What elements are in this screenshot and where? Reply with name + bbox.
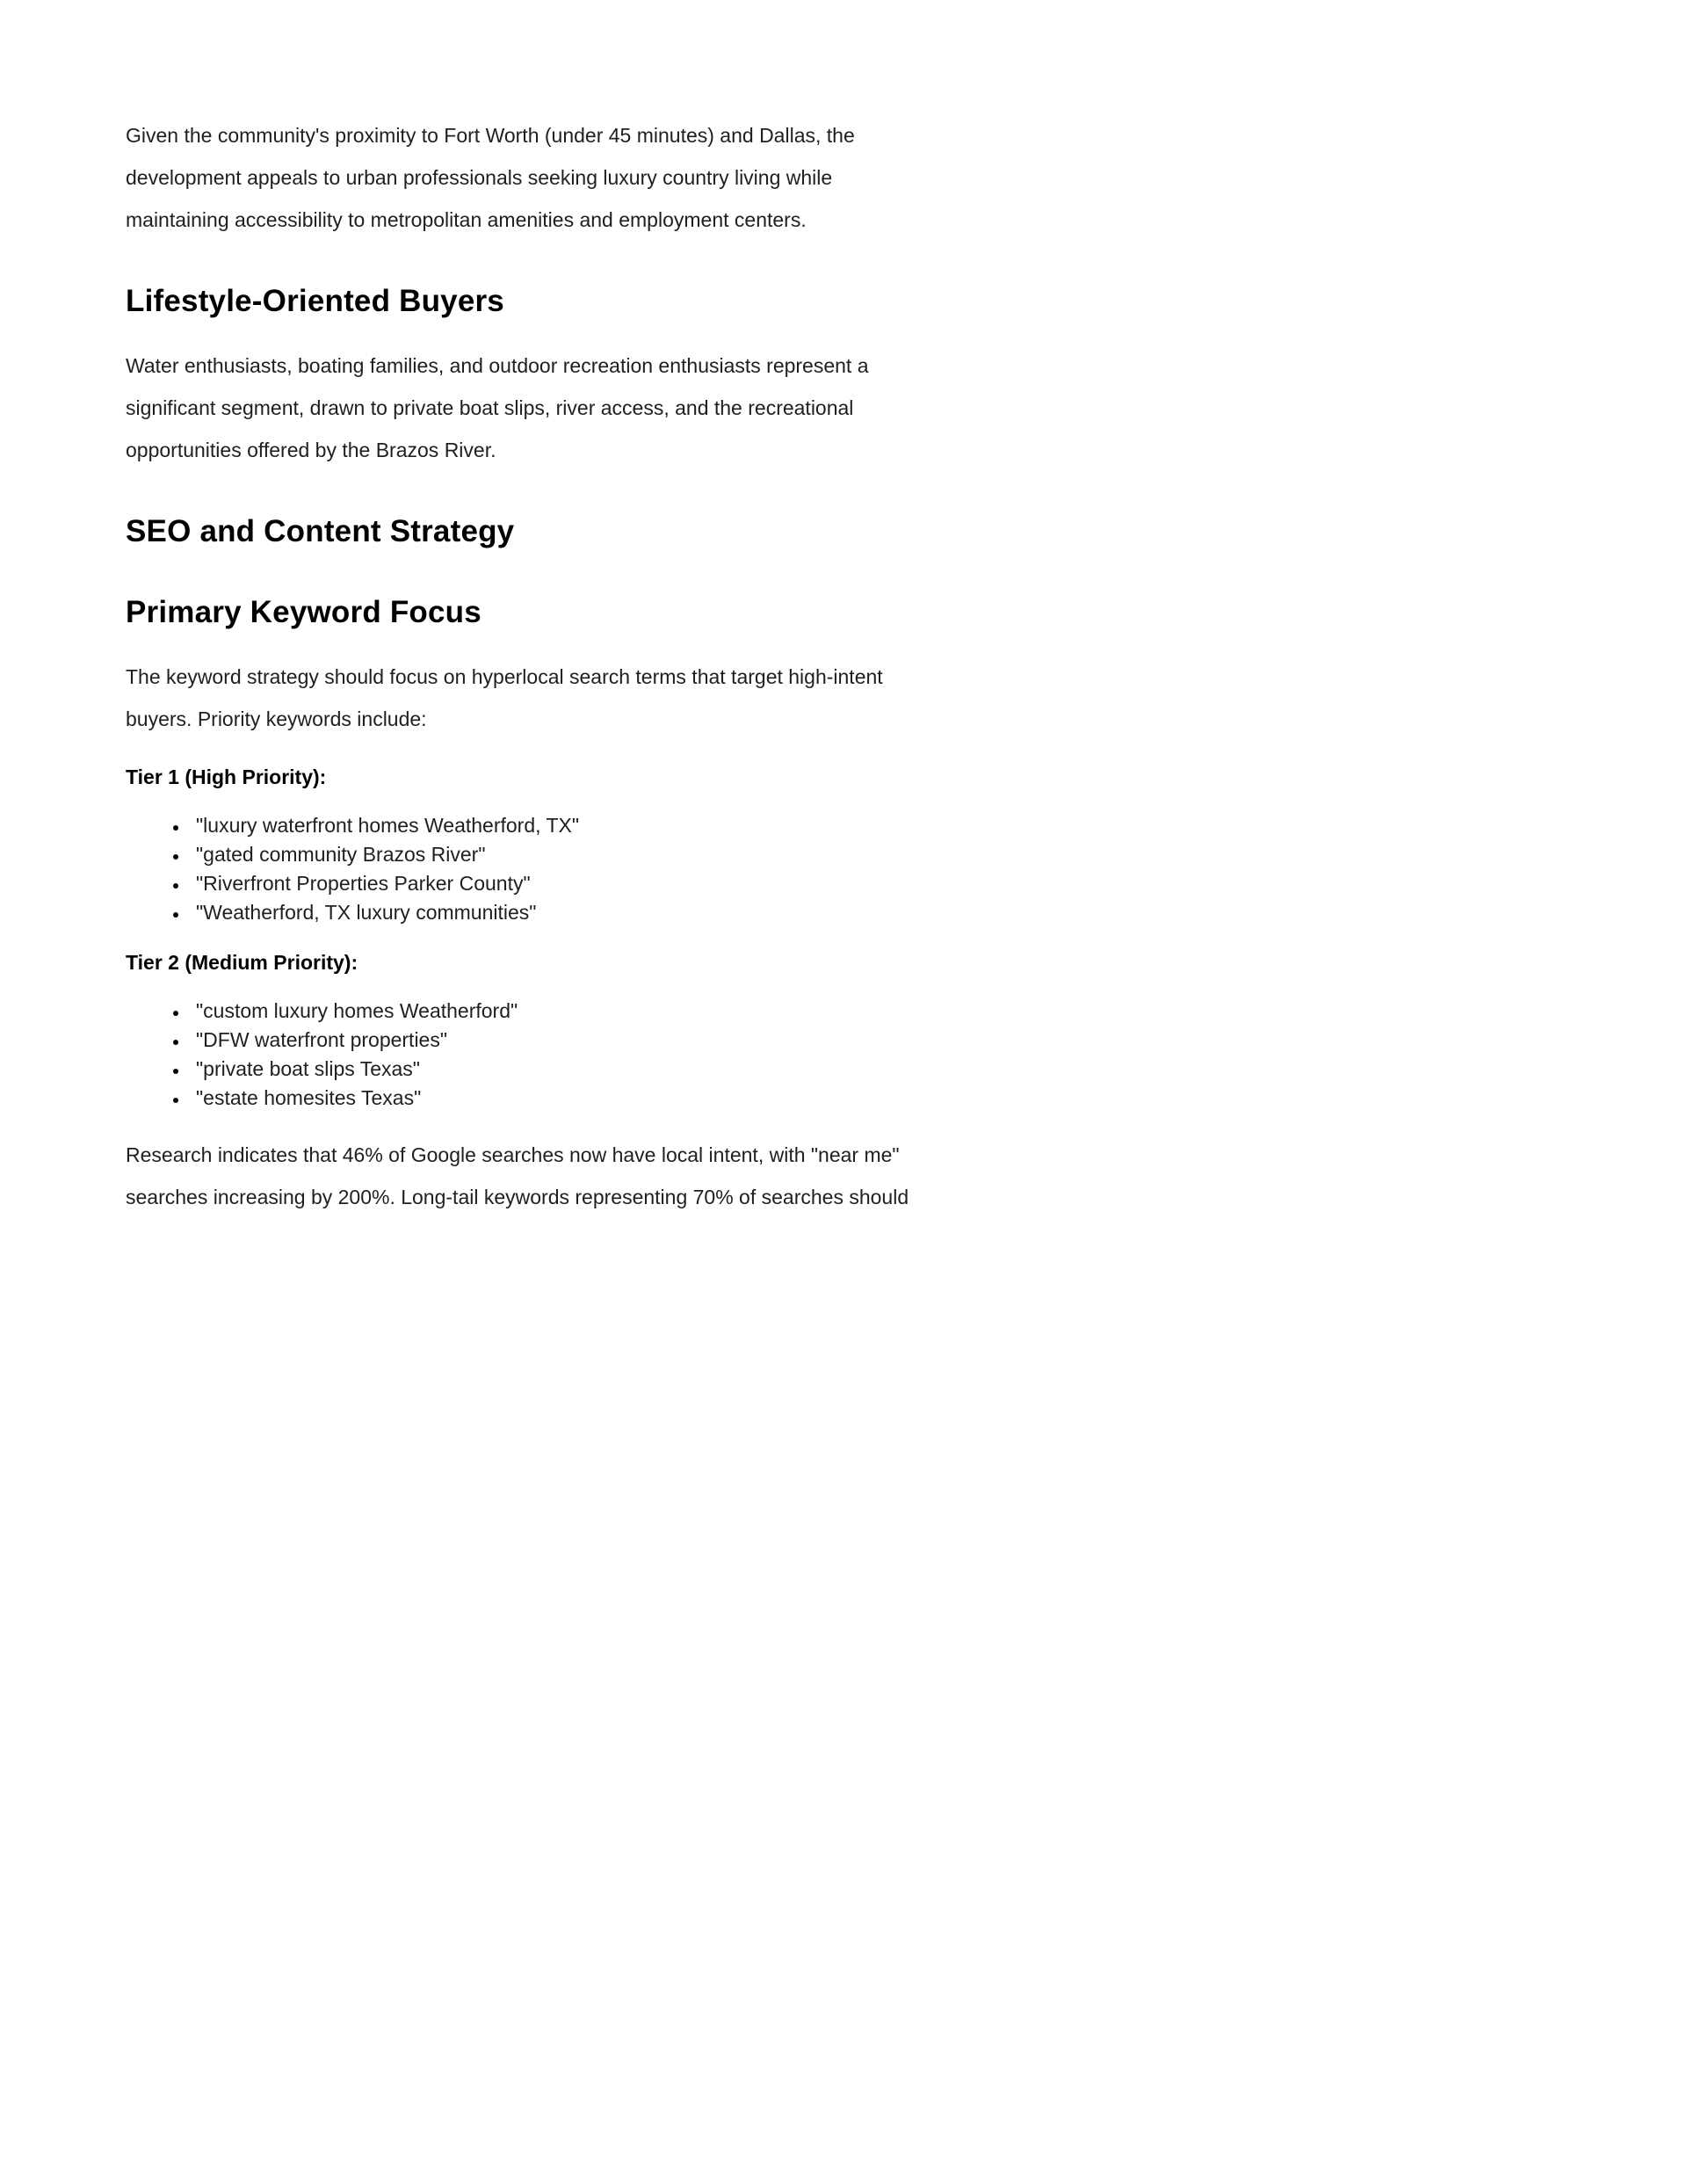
- list-item: • "Weatherford, TX luxury communities": [189, 898, 936, 927]
- intro-paragraph: Given the community's proximity to Fort Worth (under 45 minutes) and Dallas, the development appeals to urban professionals seeking luxury country living while maintaining accessibility to metropolitan amenities and employment centers.: [126, 124, 855, 231]
- heading-lifestyle-oriented-buyers: Lifestyle-Oriented Buyers: [126, 284, 504, 318]
- heading-seo-content-strategy: SEO and Content Strategy: [126, 514, 515, 548]
- research-paragraph: Research indicates that 46% of Google searches now have local intent, with "near me" searches increasing by 200%. Long-tail keywords representing 70% of searches should: [126, 1143, 909, 1208]
- list-item: • "estate homesites Texas": [189, 1084, 936, 1113]
- keyword-strategy-paragraph: The keyword strategy should focus on hyperlocal search terms that target high-intent buyers. Priority keywords include:: [126, 665, 883, 730]
- list-item: • "luxury waterfront homes Weatherford, TX": [189, 811, 936, 840]
- document-content: [126, 114, 936, 1218]
- lifestyle-paragraph: Water enthusiasts, boating families, and outdoor recreation enthusiasts represent a significant segment, drawn to private boat slips, river access, and the recreational opportunities offered by the Brazos River.: [126, 354, 869, 461]
- tier2-label: Tier 2 (Medium Priority):: [126, 951, 358, 974]
- list-item: • "DFW waterfront properties": [189, 1026, 936, 1055]
- heading-primary-keyword-focus: Primary Keyword Focus: [126, 595, 481, 629]
- list-item: • "Riverfront Properties Parker County": [189, 869, 936, 898]
- list-item: • "gated community Brazos River": [189, 840, 936, 869]
- list-item: • "custom luxury homes Weatherford": [189, 997, 936, 1026]
- tier1-label: Tier 1 (High Priority):: [126, 765, 327, 788]
- list-item: • "private boat slips Texas": [189, 1055, 936, 1084]
- tier1-keyword-list: [126, 811, 936, 927]
- tier2-keyword-list: [126, 997, 936, 1113]
